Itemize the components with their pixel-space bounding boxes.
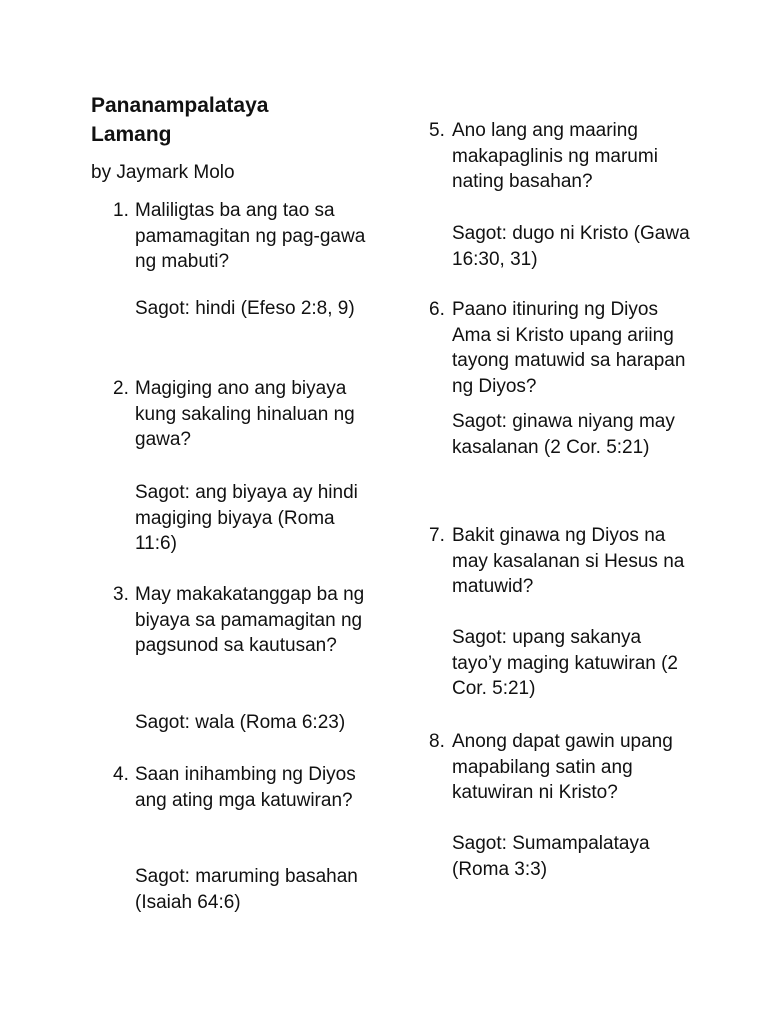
- question-number: 3.: [113, 584, 129, 605]
- question-number: 5.: [429, 120, 445, 141]
- page-title: Pananampalataya Lamang: [91, 94, 269, 146]
- author-byline: by Jaymark Molo: [91, 162, 235, 183]
- question-text: Ano lang ang maaring makapaglinis ng marumi nating basahan?: [452, 120, 658, 193]
- answer-text: Sagot: ang biyaya ay hindi magiging biyaya (Roma 11:6): [135, 482, 358, 555]
- question-item: [113, 376, 383, 566]
- question-item: [113, 762, 383, 922]
- question-number: 7.: [429, 525, 445, 546]
- question-text: May makakatanggap ba ng biyaya sa pamamagitan ng pagsunod sa kautusan?: [135, 584, 365, 657]
- answer-text: Sagot: ginawa niyang may kasalanan (2 Cor. 5:21): [452, 411, 675, 458]
- question-text: Magiging ano ang biyaya kung sakaling hinaluan ng gawa?: [135, 378, 355, 451]
- question-number: 1.: [113, 200, 129, 221]
- question-number: 8.: [429, 731, 445, 752]
- question-number: 6.: [429, 299, 445, 320]
- answer-text: Sagot: dugo ni Kristo (Gawa 16:30, 31): [452, 223, 690, 270]
- question-text: Saan inihambing ng Diyos ang ating mga katuwiran?: [135, 764, 356, 811]
- question-item: [113, 198, 383, 358]
- question-number: 4.: [113, 764, 129, 785]
- answer-text: Sagot: Sumampalataya (Roma 3:3): [452, 833, 650, 880]
- question-item: [429, 118, 709, 278]
- question-number: 2.: [113, 378, 129, 399]
- question-item: [429, 297, 709, 497]
- answer-text: Sagot: wala (Roma 6:23): [135, 712, 346, 733]
- question-item: [429, 523, 709, 713]
- answer-text: Sagot: maruming basahan (Isaiah 64:6): [135, 866, 358, 913]
- question-text: Anong dapat gawin upang mapabilang satin ang katuwiran ni Kristo?: [452, 731, 673, 804]
- question-item: [429, 729, 709, 899]
- question-item: [113, 582, 383, 742]
- answer-text: Sagot: hindi (Efeso 2:8, 9): [135, 298, 355, 319]
- question-text: Paano itinuring ng Diyos Ama si Kristo upang ariing tayong matuwid sa harapan ng Diyos?: [452, 299, 686, 397]
- answer-text: Sagot: upang sakanya tayo’y maging katuwiran (2 Cor. 5:21): [452, 627, 678, 700]
- question-text: Maliligtas ba ang tao sa pamamagitan ng pag-gawa ng mabuti?: [135, 200, 366, 273]
- question-text: Bakit ginawa ng Diyos na may kasalanan si Hesus na matuwid?: [452, 525, 685, 598]
